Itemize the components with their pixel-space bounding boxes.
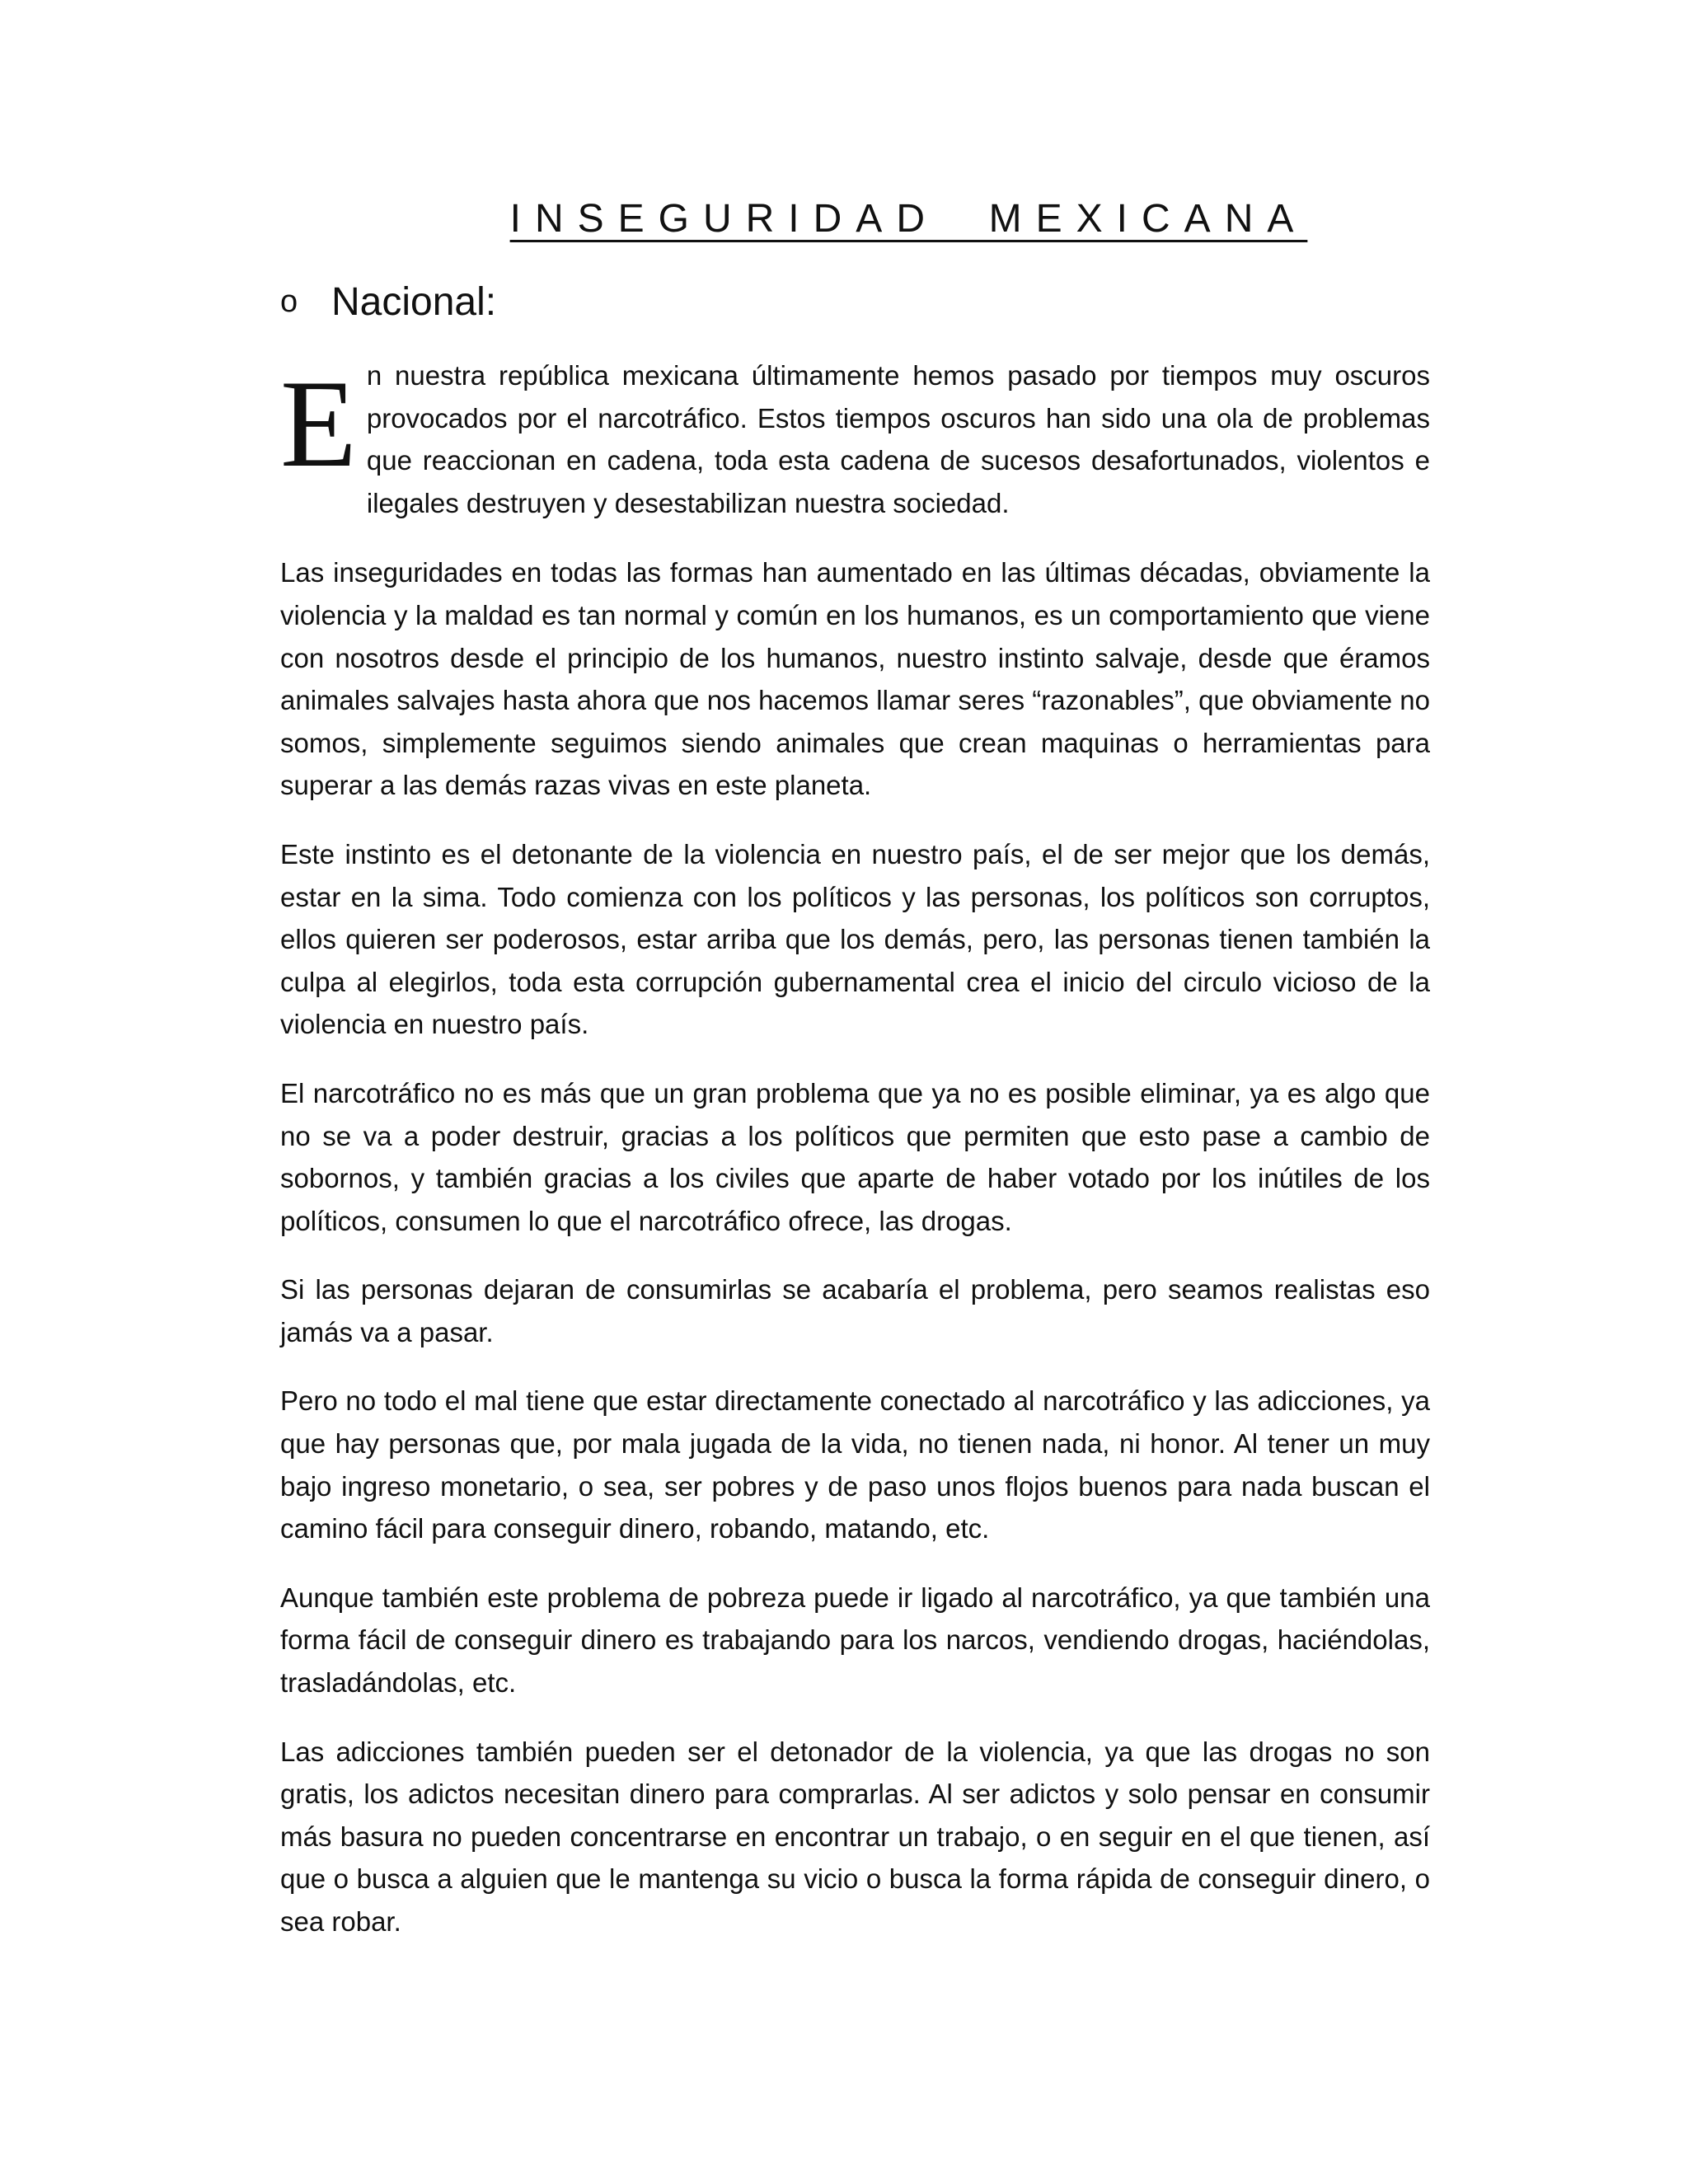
section-heading-label: Nacional:	[331, 280, 497, 324]
paragraph-intro	[280, 354, 1430, 524]
paragraph: El narcotráfico no es más que un gran problema que ya no es posible eliminar, ya es algo que no se va a poder destruir, gracias a los políticos que permiten que esto pase a cambio de sobornos, y también gracias a los civiles que aparte de haber votado por los inútiles de los políticos, consumen lo que el narcotráfico ofrece, las drogas.	[280, 1077, 1430, 1236]
document-title: INSEGURIDAD MEXICANA	[509, 197, 1308, 241]
document-body	[280, 196, 1430, 1970]
paragraph: Pero no todo el mal tiene que estar directamente conectado al narcotráfico y las adicciones, ya que hay personas que, por mala jugada de la vida, no tienen nada, ni honor. Al tener un muy bajo ingreso monetario, o sea, ser pobres y de paso unos flojos buenos para nada buscan el camino fácil para conseguir dinero, robando, matando, etc.	[280, 1385, 1430, 1544]
paragraph: Si las personas dejaran de consumirlas se acabaría el problema, pero seamos realistas eso jamás va a pasar.	[280, 1274, 1430, 1347]
paragraph: Las adicciones también pueden ser el detonador de la violencia, ya que las drogas no son gratis, los adictos necesitan dinero para comprarlas. Al ser adictos y solo pensar en consumir más basura no pueden concentrarse en encontrar un trabajo, o en seguir en el que tienen, así que o busca a alguien que le mantenga su vicio o busca la forma rápida de conseguir dinero, o sea robar.	[280, 1736, 1430, 1937]
section-heading	[280, 279, 1430, 325]
paragraph: Las inseguridades en todas las formas han aumentado en las últimas décadas, obviamente la violencia y la maldad es tan normal y común en los humanos, es un comportamiento que viene con nosotros desde el principio de los humanos, nuestro instinto salvaje, desde que éramos animales salvajes hasta ahora que nos hacemos llamar seres “razonables”, que obviamente no somos, simplemente seguimos siendo animales que crean maquinas o herramientas para superar a las demás razas vivas en este planeta.	[280, 557, 1430, 801]
bullet-marker: o	[280, 284, 298, 319]
paragraph-intro-text: n nuestra república mexicana últimamente hemos pasado por tiempos muy oscuros provocados por el narcotráfico. Estos tiempos oscuros han sido una ola de problemas que reaccionan en cadena, toda esta cadena de sucesos desafortunados, violentos e ilegales destruyen y desestabilizan nuestra sociedad.	[366, 360, 1430, 518]
drop-cap-letter: E	[280, 354, 357, 493]
paragraph: Aunque también este problema de pobreza puede ir ligado al narcotráfico, ya que también una forma fácil de conseguir dinero es trabajando para los narcos, vendiendo drogas, haciéndolas, trasladándolas, etc.	[280, 1582, 1430, 1699]
paragraph: Este instinto es el detonante de la violencia en nuestro país, el de ser mejor que los demás, estar en la sima. Todo comienza con los políticos y las personas, los políticos son corruptos, ellos quieren ser poderosos, estar arriba que los demás, pero, las personas tienen también la culpa al elegirlos, toda esta corrupción gubernamental crea el inicio del circulo vicioso de la violencia en nuestro país.	[280, 838, 1430, 1040]
